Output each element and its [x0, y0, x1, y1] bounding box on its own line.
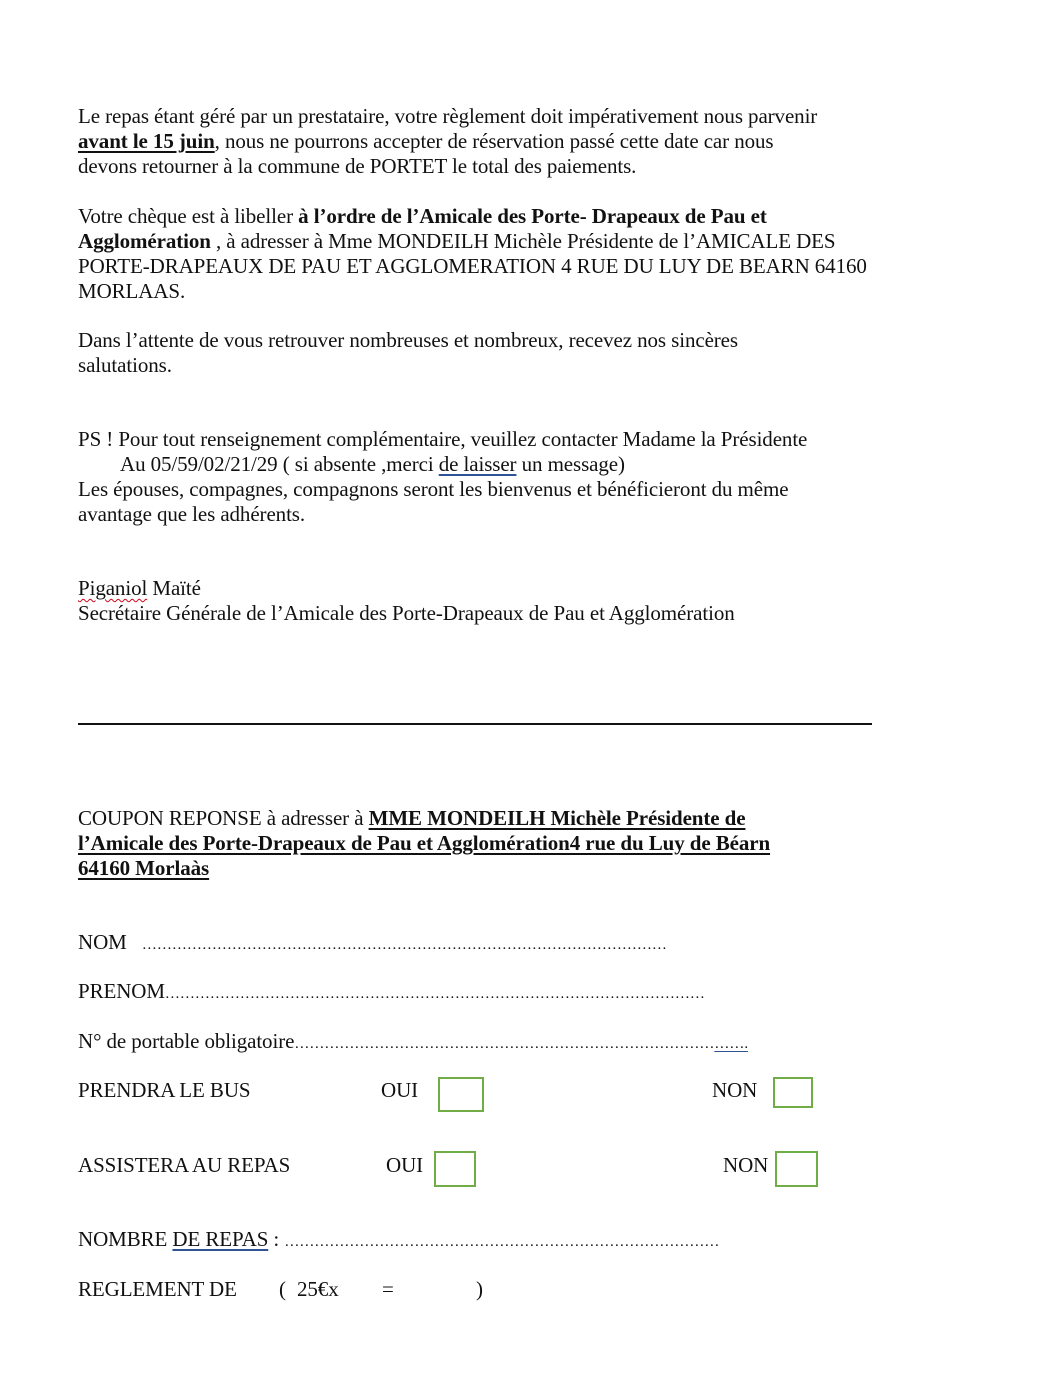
text: Dans l’attente de vous retrouver nombreuses et nombreux, recevez nos sincères — [78, 328, 738, 352]
bus-non-checkbox[interactable] — [773, 1077, 813, 1108]
coupon-heading-line2 — [78, 831, 770, 856]
coupon-heading-line3 — [78, 856, 209, 881]
deadline-text: avant le 15 juin — [78, 129, 215, 153]
bus-oui-label — [381, 1078, 418, 1103]
repas-label — [78, 1153, 290, 1178]
paragraph-cheque-line3 — [78, 254, 867, 279]
field-portable — [78, 1029, 748, 1057]
paragraph-cheque-line4 — [78, 279, 185, 304]
ps-line1 — [78, 427, 807, 452]
coupon-heading-line1 — [78, 806, 745, 831]
reglement-equals — [382, 1277, 394, 1302]
field-fill-line-end[interactable]: ……. — [714, 1036, 749, 1052]
ps-line3 — [78, 477, 788, 502]
signature-name — [78, 576, 201, 601]
text: Votre chèque est à libeller — [78, 204, 299, 228]
text: devons retourner à la commune de PORTET le total des paiements. — [78, 154, 637, 178]
grammar-flagged-text: DE REPAS — [172, 1227, 269, 1251]
paragraph-payment-line3 — [78, 154, 636, 179]
repas-oui-label — [386, 1153, 423, 1178]
field-label: N° de portable obligatoire — [78, 1029, 295, 1053]
paragraph-cheque-line1 — [78, 204, 767, 229]
bus-non-label — [712, 1078, 757, 1103]
field-label: NOM — [78, 930, 127, 954]
paragraph-closing-line1 — [78, 328, 738, 353]
text: ) — [476, 1277, 483, 1301]
ps-line4 — [78, 502, 305, 527]
repas-non-label — [723, 1153, 768, 1178]
bus-label — [78, 1078, 250, 1103]
text: PRENDRA LE BUS — [78, 1078, 251, 1102]
coupon-address-text: 64160 Morlaàs — [78, 856, 210, 880]
payee-text: Agglomération — [78, 229, 211, 253]
text: NOMBRE — [78, 1227, 173, 1251]
text: Secrétaire Générale de l’Amicale des Porte-Drapeaux de Pau et Agglomération — [78, 601, 735, 625]
text: 25€x — [297, 1277, 339, 1301]
text: : — [268, 1227, 285, 1251]
paragraph-cheque-line2 — [78, 229, 835, 254]
text: , nous ne pourrons accepter de réservation passé cette date car nous — [214, 129, 774, 153]
text: PS ! Pour tout renseignement complémentaire, veuillez contacter Madame la Présidente — [78, 427, 808, 451]
text: COUPON REPONSE à adresser à — [78, 806, 369, 830]
text: Au 05/59/02/21/29 ( si absente ,merci — [120, 452, 439, 476]
field-prenom — [78, 979, 705, 1007]
text: avantage que les adhérents. — [78, 502, 306, 526]
paragraph-closing-line2 — [78, 353, 172, 378]
text: un message) — [516, 452, 625, 476]
field-nom — [78, 930, 667, 958]
text: Les épouses, compagnes, compagnons seront les bienvenus et bénéficieront du même — [78, 477, 789, 501]
ps-line2 — [120, 452, 625, 477]
paragraph-payment-line1 — [78, 104, 817, 129]
text: ( — [279, 1277, 286, 1301]
text: REGLEMENT DE — [78, 1277, 237, 1301]
text: salutations. — [78, 353, 172, 377]
coupon-address-text: l’Amicale des Porte-Drapeaux de Pau et Agglomération4 rue du Luy de Béarn — [78, 831, 771, 855]
bus-oui-checkbox[interactable] — [438, 1077, 484, 1112]
field-nombre-repas — [78, 1227, 719, 1255]
repas-oui-checkbox[interactable] — [434, 1151, 476, 1187]
cut-line-divider — [78, 723, 872, 725]
text: Le repas étant géré par un prestataire, votre règlement doit impérativement nous parvenir — [78, 104, 818, 128]
text: OUI — [386, 1153, 424, 1177]
reglement-label — [78, 1277, 237, 1302]
text: = — [382, 1277, 394, 1301]
reglement-price — [297, 1277, 339, 1302]
text: NON — [712, 1078, 758, 1102]
text: , à adresser à Mme MONDEILH Michèle Présidente de l’AMICALE DES — [210, 229, 836, 253]
text: MORLAAS. — [78, 279, 186, 303]
text: PORTE-DRAPEAUX DE PAU ET AGGLOMERATION 4 RUE DU LUY DE BEARN 64160 — [78, 254, 867, 278]
text: OUI — [381, 1078, 419, 1102]
spell-flagged-text: Piganiol — [78, 576, 148, 600]
field-fill-line[interactable]: …………………………………………………………………………… — [284, 1234, 720, 1250]
text: NON — [723, 1153, 769, 1177]
coupon-address-text: MME MONDEILH Michèle Présidente de — [368, 806, 746, 830]
field-fill-line[interactable]: ……………………………………………………………………………………………… — [164, 986, 705, 1002]
repas-non-checkbox[interactable] — [775, 1151, 818, 1187]
text: ASSISTERA AU REPAS — [78, 1153, 291, 1177]
reglement-open-paren — [279, 1277, 286, 1302]
grammar-flagged-text: de laisser — [438, 452, 517, 476]
text: Maïté — [147, 576, 201, 600]
reglement-close-paren — [476, 1277, 483, 1302]
field-label: PRENOM — [78, 979, 165, 1003]
field-fill-line[interactable]: …………………………………………………………………………………………… — [141, 937, 667, 953]
paragraph-payment-line2 — [78, 129, 773, 154]
payee-text: à l’ordre de l’Amicale des Porte- Drapeaux de Pau et — [298, 204, 767, 228]
signature-title — [78, 601, 735, 626]
field-fill-line[interactable]: ………………………………………………………………………… — [294, 1036, 715, 1052]
